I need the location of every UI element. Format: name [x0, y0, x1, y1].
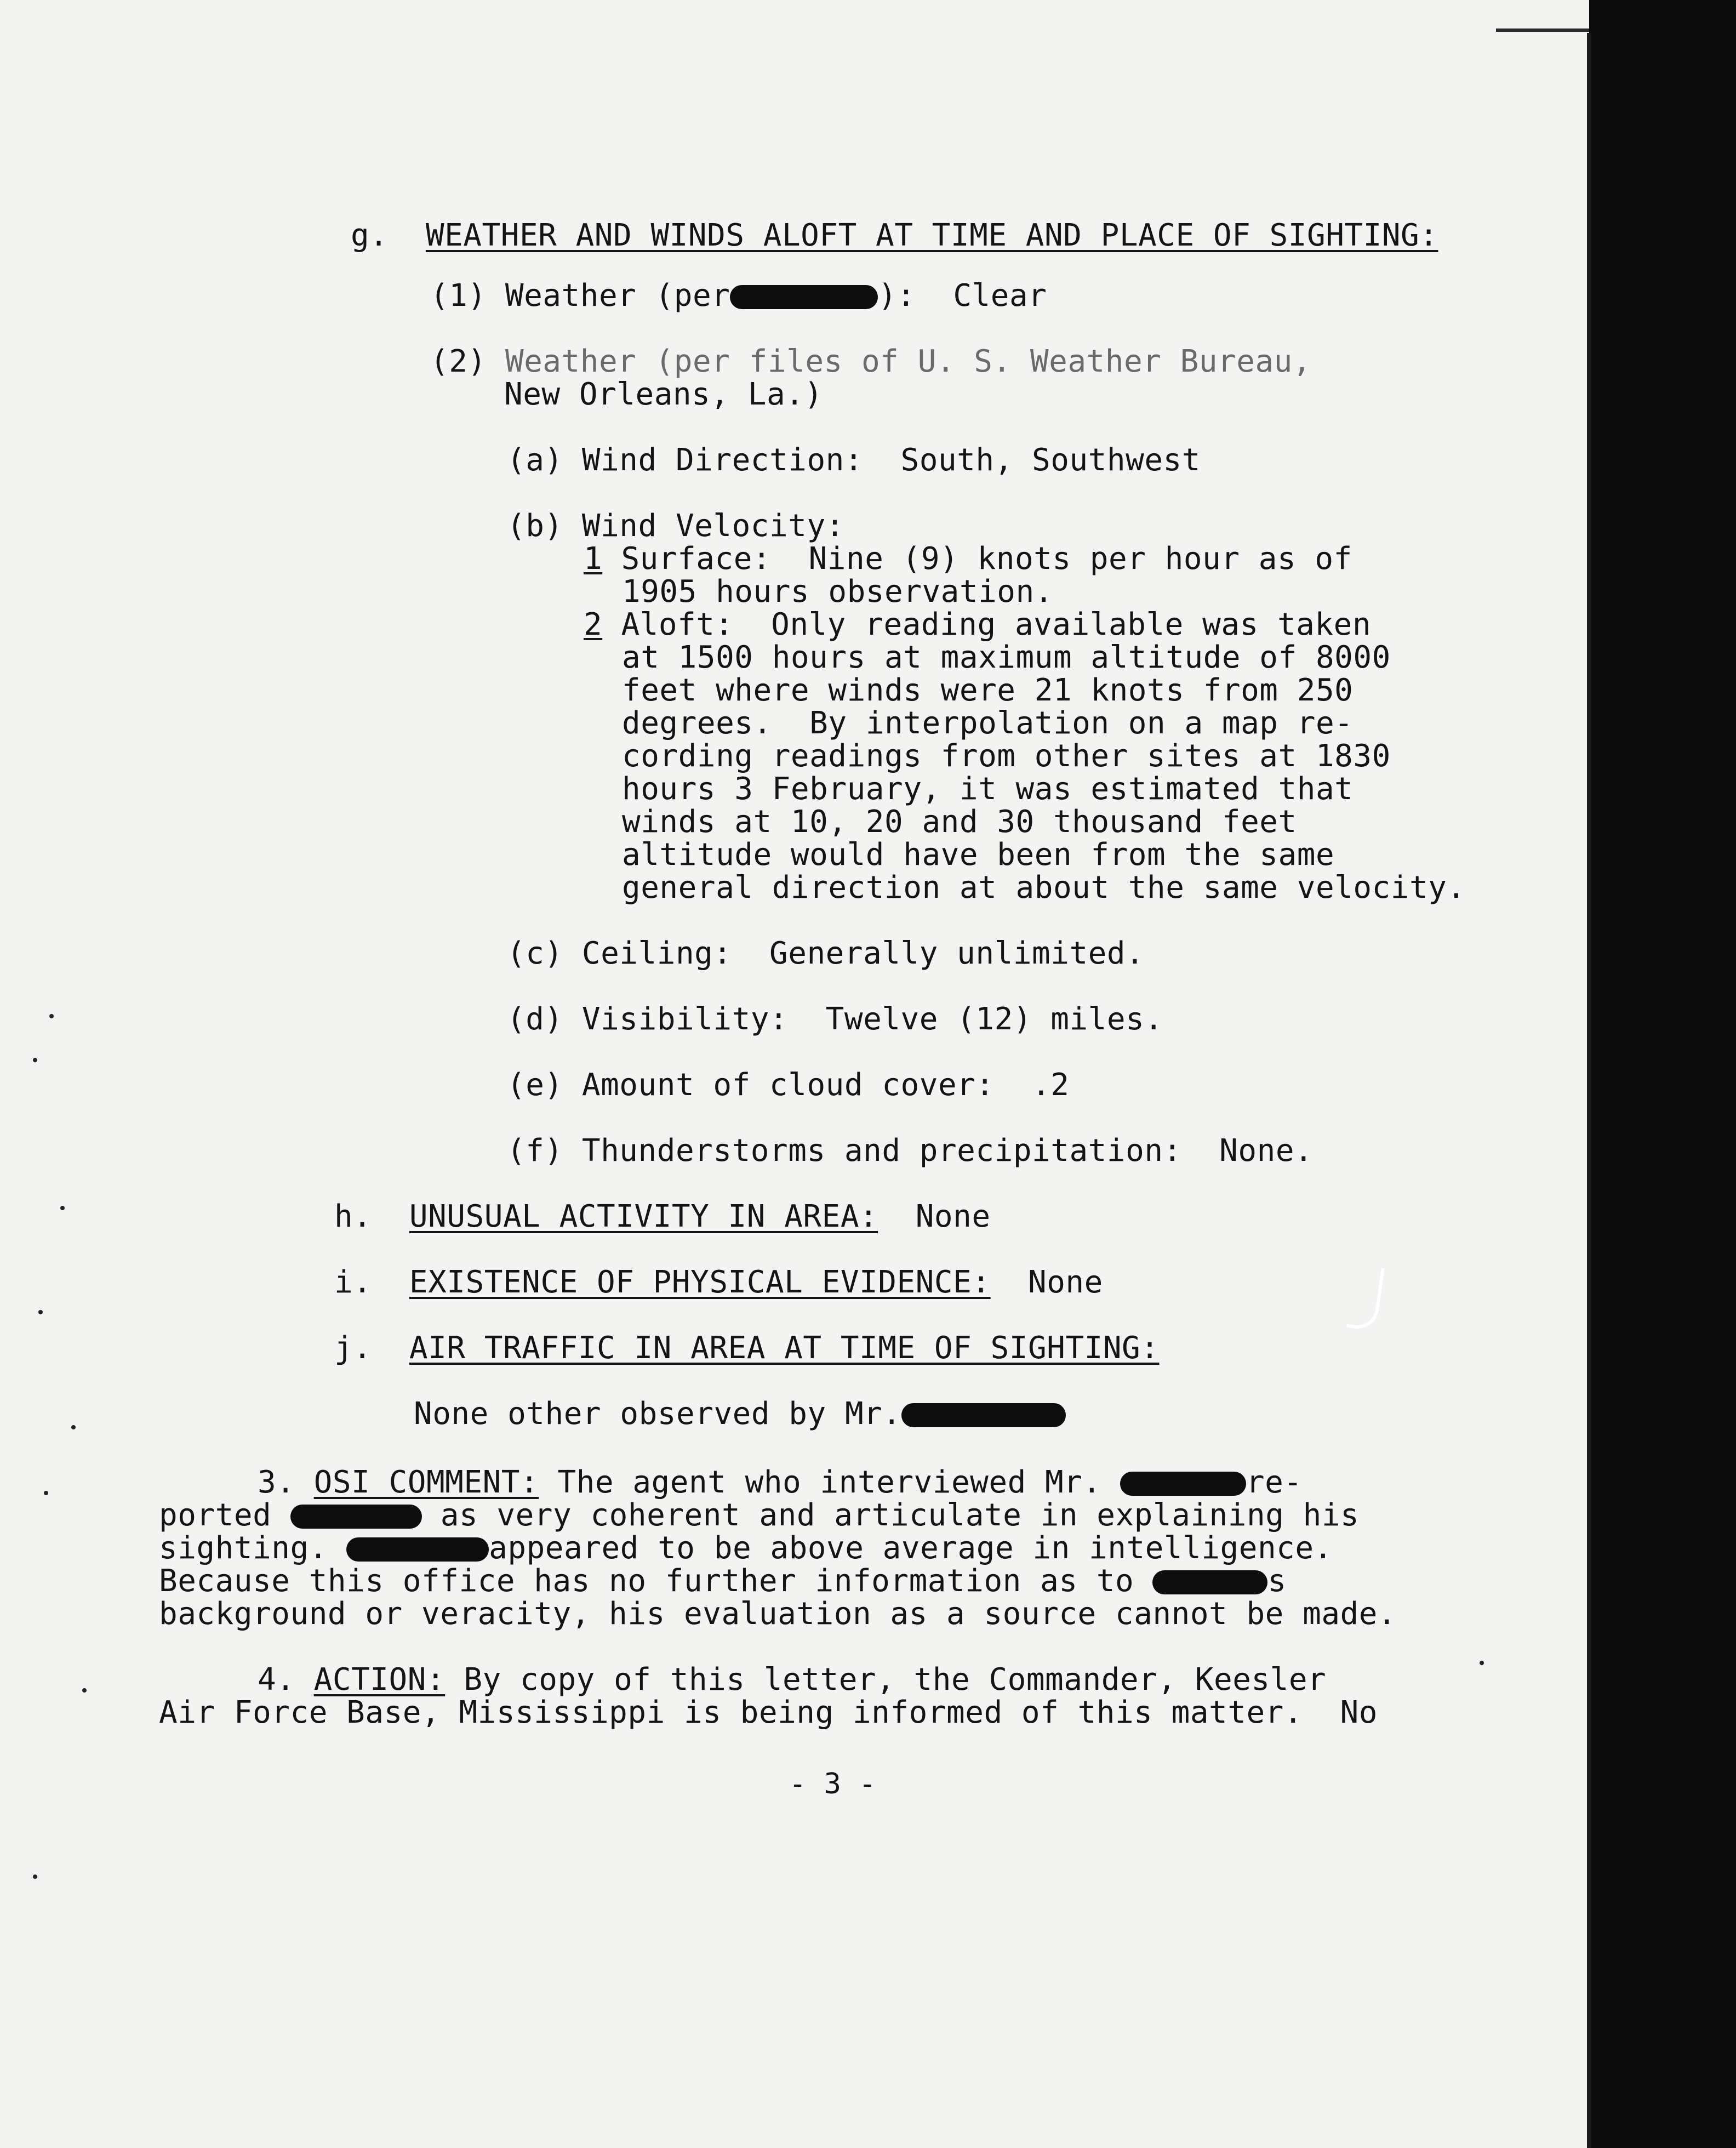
sub-item-text: Amount of cloud cover: .2: [581, 1067, 1070, 1103]
sub-item-number: (b): [507, 508, 563, 544]
cloud-cover: [507, 1069, 1069, 1102]
para4-line-2: Air Force Base, Mississippi is being informed of this matter. No: [159, 1695, 1378, 1730]
para3-line-2: [159, 1499, 1359, 1532]
section-g-letter: g.: [351, 218, 389, 253]
page-edge-line: [1587, 33, 1591, 2148]
sub-item-text: Thunderstorms and precipitation: None.: [581, 1133, 1314, 1169]
item-number: (1): [430, 278, 487, 314]
wind-velocity-title: [507, 510, 844, 543]
section-value: None: [915, 1199, 991, 1234]
para3-line-4: [159, 1565, 1287, 1598]
para3-line-5: background or veracity, his evaluation as a source cannot be made.: [159, 1596, 1397, 1632]
aloft-line-3: feet where winds were 21 knots from 250: [622, 673, 1354, 708]
redaction-block: [1120, 1472, 1246, 1496]
redaction-block: [730, 285, 878, 309]
section-letter: i.: [334, 1264, 372, 1300]
section-title: UNUSUAL ACTIVITY IN AREA:: [409, 1199, 878, 1234]
para-number: 4.: [258, 1662, 295, 1697]
para3-line-3: [159, 1532, 1333, 1565]
redaction-block: [346, 1537, 489, 1562]
aloft-line-8: altitude would have been from the same: [622, 837, 1335, 873]
para-text: s: [1267, 1563, 1287, 1599]
weather-item-2-line-2: New Orleans, La.): [504, 377, 823, 412]
section-g-heading: [351, 219, 1438, 252]
section-title: AIR TRAFFIC IN AREA AT TIME OF SIGHTING:: [409, 1330, 1160, 1366]
point-text: Surface: Nine (9) knots per hour as of: [621, 541, 1352, 577]
thunderstorms: [507, 1135, 1313, 1167]
sub-item-text: Wind Direction: South, Southwest: [581, 442, 1201, 478]
section-letter: h.: [334, 1199, 372, 1234]
surface-line-1: [584, 543, 1352, 576]
para-text: By copy of this letter, the Commander, Keesler: [464, 1662, 1327, 1697]
section-i: [334, 1266, 1103, 1299]
ceiling: [507, 937, 1144, 970]
scan-speck: [49, 1014, 54, 1018]
sub-item-number: (d): [507, 1001, 563, 1037]
para-text: appeared to be above average in intelligence.: [489, 1530, 1333, 1566]
check-mark: [1346, 1264, 1385, 1331]
aloft-line-7: winds at 10, 20 and 30 thousand feet: [622, 804, 1297, 840]
para-text: sighting.: [159, 1530, 328, 1566]
item-value: Clear: [953, 278, 1047, 314]
item-number: (2): [430, 344, 487, 379]
scan-speck: [38, 1310, 43, 1314]
sub-item-number: (e): [507, 1067, 563, 1103]
scan-speck: [60, 1206, 65, 1210]
redaction-block: [901, 1403, 1066, 1427]
scan-speck: [33, 1058, 37, 1062]
sub-item-text: Visibility: Twelve (12) miles.: [581, 1001, 1163, 1037]
para3-line-1: [258, 1466, 1303, 1499]
section-j-text: [414, 1398, 1066, 1431]
item-label-end: ):: [878, 278, 916, 314]
sub-item-text: Ceiling: Generally unlimited.: [581, 936, 1145, 971]
para-text: Because this office has no further information as to: [159, 1563, 1134, 1599]
para-text: ported: [159, 1497, 272, 1533]
point-text: Aloft: Only reading available was taken: [621, 607, 1372, 642]
para-text: as very coherent and articulate in explaining his: [440, 1497, 1360, 1533]
weather-item-1: [430, 280, 1047, 312]
sub-item-number: (c): [507, 936, 563, 971]
section-g-title: WEATHER AND WINDS ALOFT AT TIME AND PLACE OF SIGHTING:: [425, 218, 1438, 253]
para4-line-1: [258, 1663, 1326, 1696]
section-j: [334, 1332, 1159, 1365]
para-title: OSI COMMENT:: [313, 1465, 539, 1500]
top-margin-mark: [1496, 29, 1589, 32]
sub-item-number: (f): [507, 1133, 563, 1169]
section-value: None: [1027, 1264, 1103, 1300]
weather-item-2-line-1: [430, 345, 1311, 378]
para-text: The agent who interviewed Mr.: [557, 1465, 1101, 1500]
sub-item-number: (a): [507, 442, 563, 478]
section-title: EXISTENCE OF PHYSICAL EVIDENCE:: [409, 1264, 991, 1300]
para-number: 3.: [258, 1465, 295, 1500]
scan-speck: [33, 1874, 37, 1879]
aloft-line-4: degrees. By interpolation on a map re-: [622, 705, 1354, 741]
scan-speck: [82, 1688, 87, 1693]
aloft-line-5: cording readings from other sites at 1830: [622, 738, 1391, 774]
section-text: None other observed by Mr.: [414, 1396, 901, 1432]
item-text: Weather (per files of U. S. Weather Bureau,: [505, 344, 1312, 379]
item-label: Weather (per: [505, 278, 730, 314]
wind-direction: [507, 444, 1201, 477]
page-number: - 3 -: [789, 1768, 877, 1801]
aloft-line-1: [584, 608, 1371, 641]
para-title: ACTION:: [313, 1662, 446, 1697]
scan-speck: [44, 1491, 48, 1495]
sub-item-text: Wind Velocity:: [581, 508, 844, 544]
surface-line-2: 1905 hours observation.: [622, 574, 1053, 609]
section-h: [334, 1200, 991, 1233]
point-number: 1: [584, 541, 603, 577]
redaction-block: [290, 1505, 422, 1529]
para-text: re-: [1246, 1465, 1303, 1500]
scan-speck: [1480, 1661, 1484, 1665]
redaction-block: [1152, 1570, 1267, 1594]
section-letter: j.: [334, 1330, 372, 1366]
visibility: [507, 1003, 1163, 1036]
scan-speck: [71, 1425, 76, 1429]
aloft-line-2: at 1500 hours at maximum altitude of 8000: [622, 640, 1391, 675]
point-number: 2: [584, 607, 603, 642]
aloft-line-6: hours 3 February, it was estimated that: [622, 771, 1354, 807]
aloft-line-9: general direction at about the same velocity.: [622, 870, 1466, 905]
